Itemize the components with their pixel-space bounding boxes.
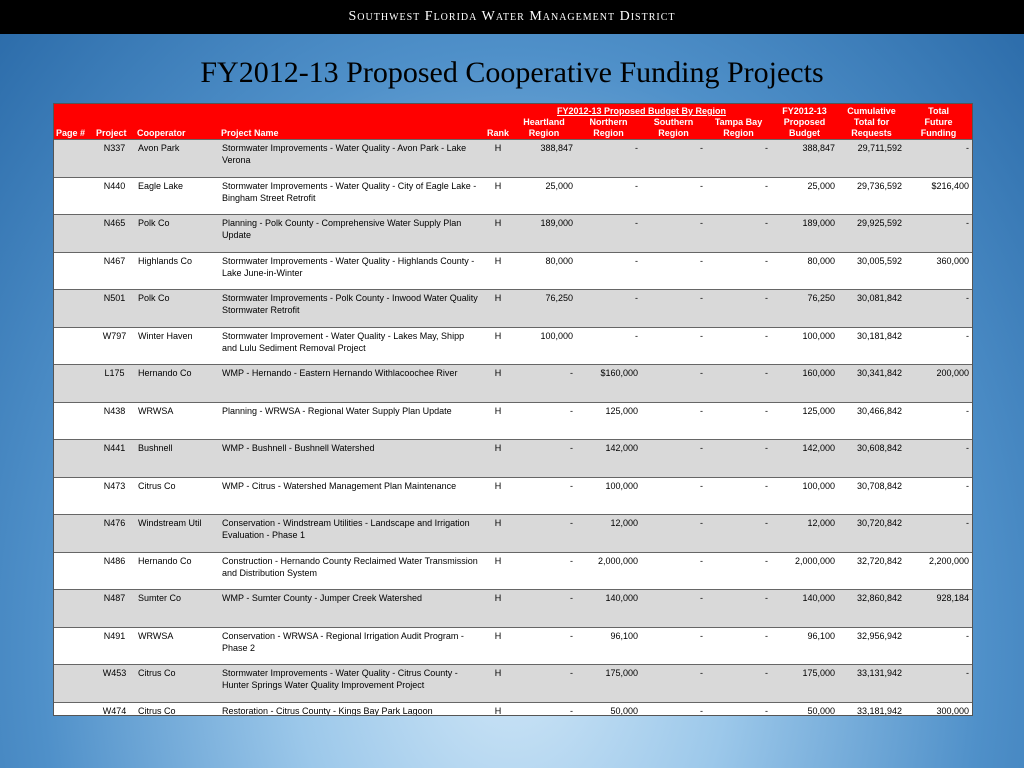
cell-southern: - (641, 665, 706, 703)
cell-future-funding: - (905, 140, 972, 178)
cell-northern: - (576, 177, 641, 215)
cell-rank: H (484, 440, 512, 478)
cell-cooperator: Eagle Lake (135, 177, 219, 215)
cell-cooperator: Avon Park (135, 140, 219, 178)
cell-future-funding: - (905, 440, 972, 478)
cell-proposed-budget: 142,000 (771, 440, 838, 478)
cell-tampa-bay: - (706, 627, 771, 665)
table-row (54, 290, 972, 328)
cell-rank: H (484, 552, 512, 590)
cell-heartland: - (512, 627, 576, 665)
table-row (54, 365, 972, 403)
header-proposed-budget: Proposed Budget (771, 117, 838, 140)
cell-project-name: Restoration - Citrus County - Kings Bay Park Lagoon (219, 702, 484, 716)
cell-cooperator: Citrus Co (135, 665, 219, 703)
cell-cumulative: 32,860,842 (838, 590, 905, 628)
cell-cumulative: 30,181,842 (838, 327, 905, 365)
cell-project: W453 (94, 665, 135, 703)
cell-future-funding: - (905, 627, 972, 665)
page-title: FY2012-13 Proposed Cooperative Funding Projects (200, 56, 824, 89)
cell-page (54, 515, 94, 553)
cell-future-funding: - (905, 515, 972, 553)
cell-project-name: Stormwater Improvements - Water Quality - Highlands County - Lake June-in-Winter (219, 252, 484, 290)
cell-northern: 175,000 (576, 665, 641, 703)
header-heartland: Heartland Region (512, 117, 576, 140)
table-row (54, 177, 972, 215)
cell-project-name: WMP - Bushnell - Bushnell Watershed (219, 440, 484, 478)
header-bar (0, 0, 1024, 34)
cell-tampa-bay: - (706, 215, 771, 253)
cell-project-name: Stormwater Improvements - Water Quality - Avon Park - Lake Verona (219, 140, 484, 178)
cell-project-name: Construction - Hernando County Reclaimed Water Transmission and Distribution System (219, 552, 484, 590)
cell-cumulative: 29,736,592 (838, 177, 905, 215)
org-name: Southwest Florida Water Management District (348, 9, 676, 24)
cell-page (54, 590, 94, 628)
cell-proposed-budget: 189,000 (771, 215, 838, 253)
cell-rank: H (484, 252, 512, 290)
header-page: Page # (54, 117, 94, 140)
cell-tampa-bay: - (706, 552, 771, 590)
cell-rank: H (484, 177, 512, 215)
cell-proposed-budget: 80,000 (771, 252, 838, 290)
cell-proposed-budget: 50,000 (771, 702, 838, 716)
table-row (54, 552, 972, 590)
cell-southern: - (641, 477, 706, 515)
cell-heartland: - (512, 477, 576, 515)
cell-future-funding: 200,000 (905, 365, 972, 403)
cell-southern: - (641, 290, 706, 328)
cell-cumulative: 29,925,592 (838, 215, 905, 253)
cell-project: N337 (94, 140, 135, 178)
cell-page (54, 290, 94, 328)
cell-rank: H (484, 327, 512, 365)
cell-project: N491 (94, 627, 135, 665)
cell-heartland: 388,847 (512, 140, 576, 178)
funding-table-container (53, 103, 973, 716)
cell-cumulative: 30,466,842 (838, 402, 905, 440)
table-row (54, 702, 972, 716)
cell-northern: 50,000 (576, 702, 641, 716)
cell-heartland: - (512, 702, 576, 716)
cell-proposed-budget: 175,000 (771, 665, 838, 703)
header-future-top: Total (905, 104, 972, 117)
cell-project-name: WMP - Hernando - Eastern Hernando Withlacoochee River (219, 365, 484, 403)
header-region-group: FY2012-13 Proposed Budget By Region (512, 104, 771, 117)
cell-page (54, 365, 94, 403)
cell-cumulative: 30,081,842 (838, 290, 905, 328)
cell-southern: - (641, 627, 706, 665)
header-tampa-bay: Tampa Bay Region (706, 117, 771, 140)
cell-tampa-bay: - (706, 177, 771, 215)
cell-project-name: Stormwater Improvements - Water Quality - City of Eagle Lake - Bingham Street Retrofit (219, 177, 484, 215)
header-cumulative-top: Cumulative (838, 104, 905, 117)
header-project: Project (94, 117, 135, 140)
cell-project-name: Conservation - WRWSA - Regional Irrigation Audit Program - Phase 2 (219, 627, 484, 665)
cell-cumulative: 30,608,842 (838, 440, 905, 478)
header-fy-top: FY2012-13 (771, 104, 838, 117)
cell-future-funding: - (905, 290, 972, 328)
cell-project: N441 (94, 440, 135, 478)
cell-project: N438 (94, 402, 135, 440)
cell-project: N467 (94, 252, 135, 290)
cell-heartland: 76,250 (512, 290, 576, 328)
cell-tampa-bay: - (706, 365, 771, 403)
table-row (54, 665, 972, 703)
cell-proposed-budget: 96,100 (771, 627, 838, 665)
cell-southern: - (641, 515, 706, 553)
table-row (54, 402, 972, 440)
cell-tampa-bay: - (706, 327, 771, 365)
cell-northern: - (576, 327, 641, 365)
cell-tampa-bay: - (706, 402, 771, 440)
header-total-requests: Total for Requests (838, 117, 905, 140)
cell-heartland: - (512, 552, 576, 590)
cell-page (54, 440, 94, 478)
cell-northern: 2,000,000 (576, 552, 641, 590)
header-blank (219, 104, 484, 117)
cell-project: N465 (94, 215, 135, 253)
cell-cumulative: 32,720,842 (838, 552, 905, 590)
cell-cumulative: 29,711,592 (838, 140, 905, 178)
cell-cooperator: WRWSA (135, 402, 219, 440)
cell-page (54, 665, 94, 703)
cell-cooperator: Polk Co (135, 290, 219, 328)
cell-rank: H (484, 590, 512, 628)
cell-page (54, 327, 94, 365)
header-northern: Northern Region (576, 117, 641, 140)
cell-rank: H (484, 140, 512, 178)
cell-southern: - (641, 252, 706, 290)
cell-cumulative: 30,708,842 (838, 477, 905, 515)
table-row (54, 515, 972, 553)
cell-future-funding: - (905, 402, 972, 440)
cell-project: W797 (94, 327, 135, 365)
table-row (54, 215, 972, 253)
cell-cumulative: 30,005,592 (838, 252, 905, 290)
cell-southern: - (641, 590, 706, 628)
cell-project: N440 (94, 177, 135, 215)
cell-rank: H (484, 365, 512, 403)
cell-heartland: 25,000 (512, 177, 576, 215)
cell-page (54, 402, 94, 440)
cell-rank: H (484, 477, 512, 515)
cell-rank: H (484, 665, 512, 703)
cell-proposed-budget: 76,250 (771, 290, 838, 328)
cell-northern: - (576, 140, 641, 178)
cell-southern: - (641, 327, 706, 365)
table-row (54, 140, 972, 178)
cell-tampa-bay: - (706, 477, 771, 515)
cell-page (54, 140, 94, 178)
cell-heartland: - (512, 665, 576, 703)
cell-northern: 142,000 (576, 440, 641, 478)
header-rank: Rank (484, 117, 512, 140)
header-blank (54, 104, 94, 117)
cell-northern: 96,100 (576, 627, 641, 665)
cell-southern: - (641, 702, 706, 716)
table-row (54, 590, 972, 628)
cell-page (54, 477, 94, 515)
cell-cooperator: Sumter Co (135, 590, 219, 628)
cell-future-funding: $216,400 (905, 177, 972, 215)
cell-cooperator: Winter Haven (135, 327, 219, 365)
cell-cooperator: Windstream Util (135, 515, 219, 553)
cell-heartland: - (512, 515, 576, 553)
header-southern: Southern Region (641, 117, 706, 140)
cell-cooperator: WRWSA (135, 627, 219, 665)
cell-cooperator: Citrus Co (135, 702, 219, 716)
cell-future-funding: 360,000 (905, 252, 972, 290)
cell-project-name: WMP - Citrus - Watershed Management Plan Maintenance (219, 477, 484, 515)
cell-project-name: Stormwater Improvements - Water Quality - Citrus County - Hunter Springs Water Quality Improvement Project (219, 665, 484, 703)
cell-cooperator: Polk Co (135, 215, 219, 253)
cell-rank: H (484, 402, 512, 440)
cell-heartland: 100,000 (512, 327, 576, 365)
cell-page (54, 177, 94, 215)
cell-northern: - (576, 252, 641, 290)
cell-project-name: Planning - WRWSA - Regional Water Supply Plan Update (219, 402, 484, 440)
cell-cooperator: Hernando Co (135, 552, 219, 590)
cell-cooperator: Hernando Co (135, 365, 219, 403)
cell-project: N476 (94, 515, 135, 553)
cell-future-funding: 2,200,000 (905, 552, 972, 590)
cell-page (54, 627, 94, 665)
cell-cumulative: 32,956,942 (838, 627, 905, 665)
cell-northern: 140,000 (576, 590, 641, 628)
cell-project-name: WMP - Sumter County - Jumper Creek Watershed (219, 590, 484, 628)
cell-proposed-budget: 12,000 (771, 515, 838, 553)
cell-project: N486 (94, 552, 135, 590)
cell-heartland: - (512, 440, 576, 478)
cell-project: L175 (94, 365, 135, 403)
cell-future-funding: - (905, 215, 972, 253)
table-row (54, 440, 972, 478)
cell-project-name: Stormwater Improvement - Water Quality - Lakes May, Shipp and Lulu Sediment Removal Project (219, 327, 484, 365)
table-row (54, 252, 972, 290)
header-cooperator: Cooperator (135, 117, 219, 140)
cell-cumulative: 30,720,842 (838, 515, 905, 553)
cell-page (54, 215, 94, 253)
cell-northern: 12,000 (576, 515, 641, 553)
cell-northern: 100,000 (576, 477, 641, 515)
cell-proposed-budget: 388,847 (771, 140, 838, 178)
cell-heartland: - (512, 402, 576, 440)
cell-project: N487 (94, 590, 135, 628)
cell-future-funding: 300,000 (905, 702, 972, 716)
table-row (54, 327, 972, 365)
cell-proposed-budget: 25,000 (771, 177, 838, 215)
cell-tampa-bay: - (706, 290, 771, 328)
cell-future-funding: - (905, 477, 972, 515)
cell-cumulative: 33,181,942 (838, 702, 905, 716)
cell-future-funding: 928,184 (905, 590, 972, 628)
cell-proposed-budget: 100,000 (771, 477, 838, 515)
header-blank (94, 104, 135, 117)
cell-future-funding: - (905, 327, 972, 365)
cell-proposed-budget: 100,000 (771, 327, 838, 365)
funding-table (54, 104, 972, 716)
cell-project-name: Conservation - Windstream Utilities - Landscape and Irrigation Evaluation - Phase 1 (219, 515, 484, 553)
cell-project: W474 (94, 702, 135, 716)
cell-rank: H (484, 515, 512, 553)
cell-southern: - (641, 215, 706, 253)
cell-proposed-budget: 2,000,000 (771, 552, 838, 590)
cell-northern: - (576, 290, 641, 328)
cell-cumulative: 30,341,842 (838, 365, 905, 403)
cell-tampa-bay: - (706, 702, 771, 716)
header-blank (484, 104, 512, 117)
cell-northern: 125,000 (576, 402, 641, 440)
table-row (54, 477, 972, 515)
cell-northern: $160,000 (576, 365, 641, 403)
cell-tampa-bay: - (706, 515, 771, 553)
header-blank (135, 104, 219, 117)
cell-cooperator: Highlands Co (135, 252, 219, 290)
cell-cooperator: Citrus Co (135, 477, 219, 515)
cell-project-name: Planning - Polk County - Comprehensive Water Supply Plan Update (219, 215, 484, 253)
cell-proposed-budget: 160,000 (771, 365, 838, 403)
cell-tampa-bay: - (706, 140, 771, 178)
cell-project: N501 (94, 290, 135, 328)
cell-proposed-budget: 140,000 (771, 590, 838, 628)
cell-tampa-bay: - (706, 252, 771, 290)
table-row (54, 627, 972, 665)
cell-page (54, 702, 94, 716)
cell-heartland: 189,000 (512, 215, 576, 253)
cell-rank: H (484, 290, 512, 328)
cell-southern: - (641, 440, 706, 478)
cell-tampa-bay: - (706, 665, 771, 703)
cell-future-funding: - (905, 665, 972, 703)
cell-rank: H (484, 702, 512, 716)
cell-heartland: - (512, 590, 576, 628)
cell-southern: - (641, 177, 706, 215)
cell-southern: - (641, 140, 706, 178)
cell-southern: - (641, 365, 706, 403)
table-body (54, 140, 972, 717)
cell-cumulative: 33,131,942 (838, 665, 905, 703)
cell-proposed-budget: 125,000 (771, 402, 838, 440)
cell-rank: H (484, 627, 512, 665)
cell-southern: - (641, 552, 706, 590)
header-future-funding: Future Funding (905, 117, 972, 140)
cell-page (54, 252, 94, 290)
cell-project-name: Stormwater Improvements - Polk County - Inwood Water Quality Stormwater Retrofit (219, 290, 484, 328)
cell-page (54, 552, 94, 590)
header-project-name: Project Name (219, 117, 484, 140)
cell-northern: - (576, 215, 641, 253)
cell-project: N473 (94, 477, 135, 515)
cell-tampa-bay: - (706, 590, 771, 628)
cell-southern: - (641, 402, 706, 440)
cell-heartland: - (512, 365, 576, 403)
cell-rank: H (484, 215, 512, 253)
cell-cooperator: Bushnell (135, 440, 219, 478)
cell-tampa-bay: - (706, 440, 771, 478)
cell-heartland: 80,000 (512, 252, 576, 290)
